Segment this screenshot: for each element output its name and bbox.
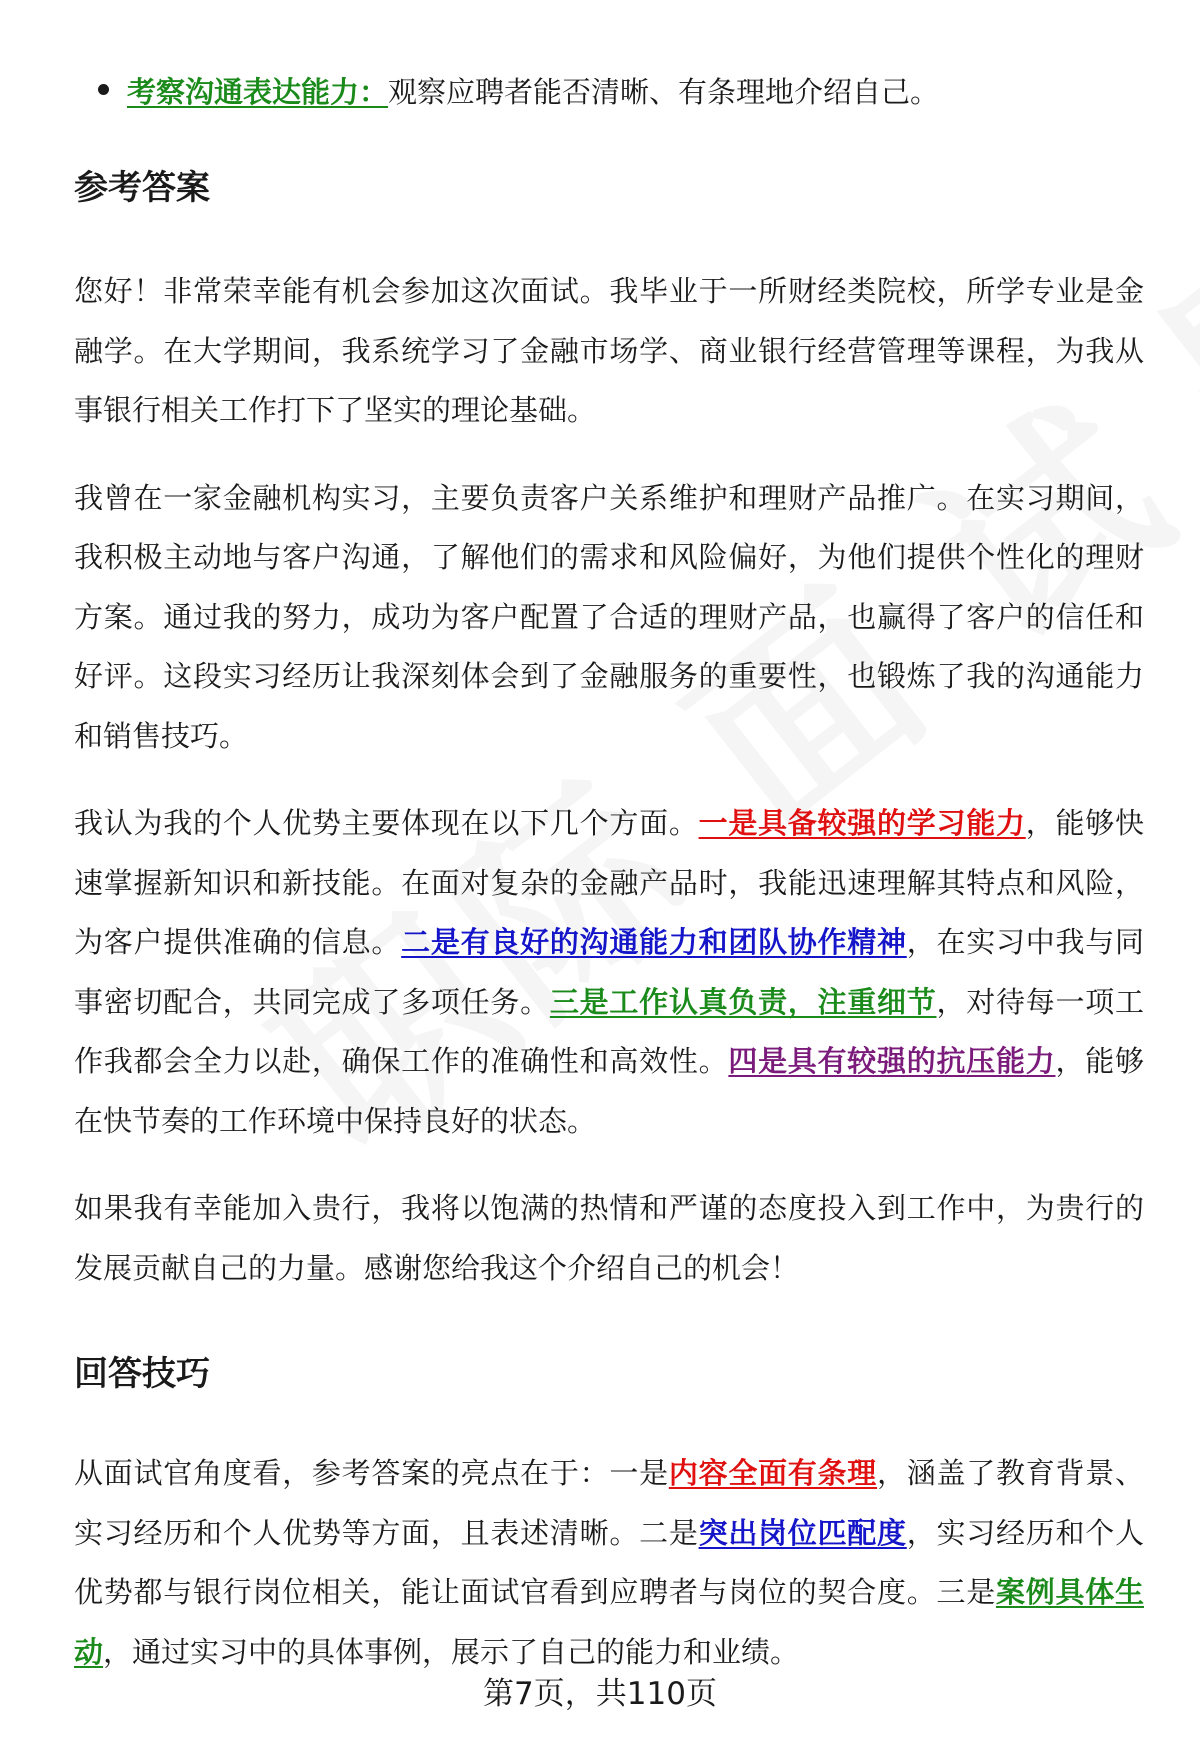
- bullet-item: [98, 64, 1144, 120]
- highlight-green: 三是工作认真负责，注重细节: [549, 984, 937, 1019]
- tips-paragraph: [74, 1444, 1144, 1682]
- text-span: ，在实习中我与同事密切配合，共同完成了多项任务。: [74, 925, 1144, 1019]
- section-heading-tips: 回答技巧: [74, 1354, 210, 1394]
- bullet-label: 考察沟通表达能力：: [127, 75, 389, 109]
- text-span: ，对待每一项工作我都会全力以赴，确保工作的准确性和高效性。: [74, 984, 1144, 1078]
- reference-paragraph-4: 如果我有幸能加入贵行，我将以饱满的热情和严谨的态度投入到工作中，为贵行的发展贡献自己的力量。感谢您给我这个介绍自己的机会！: [74, 1191, 1144, 1285]
- highlight-red: 内容全面有条理: [668, 1456, 878, 1490]
- text-span: ，涵盖了教育背景、实习经历和个人优势等方面，且表述清晰。二是: [74, 1456, 1144, 1550]
- reference-paragraph-3: [74, 794, 1144, 1151]
- page-number: 第7页，共110页: [483, 1676, 717, 1712]
- highlight-blue: 突出岗位匹配度: [698, 1515, 907, 1550]
- text-span: ，能够快速掌握新知识和新技能。在面对复杂的金融产品时，我能迅速理解其特点和风险，为客户提供准确的信息。: [74, 806, 1144, 959]
- reference-paragraph-1: 您好！非常荣幸能有机会参加这次面试。我毕业于一所财经类院校，所学专业是金融学。在大学期间，我系统学习了金融市场学、商业银行经营管理等课程，为我从事银行相关工作打下了坚实的理论基础。: [74, 274, 1144, 427]
- text-span: 从面试官角度看，参考答案的亮点在于：一是: [74, 1456, 669, 1490]
- highlight-red: 一是具备较强的学习能力: [698, 806, 1026, 840]
- bullet-dot-icon: [98, 84, 109, 95]
- bullet-description: 观察应聘者能否清晰、有条理地介绍自己。: [388, 75, 940, 109]
- highlight-purple: 四是具有较强的抗压能力: [728, 1044, 1056, 1078]
- section-heading-reference: 参考答案: [74, 168, 210, 208]
- text-span: ，通过实习中的具体事例，展示了自己的能力和业绩。: [103, 1634, 800, 1669]
- text-span: 我认为我的个人优势主要体现在以下几个方面。: [74, 806, 699, 840]
- text-span: ，能够在快节奏的工作环境中保持良好的状态。: [74, 1044, 1144, 1138]
- highlight-green: 案例具体生动: [74, 1575, 1144, 1669]
- page-content: [74, 64, 1144, 1682]
- text-span: ，实习经历和个人优势都与银行岗位相关，能让面试官看到应聘者与岗位的契合度。三是: [74, 1515, 1144, 1609]
- highlight-blue: 二是有良好的沟通能力和团队协作精神: [401, 925, 907, 959]
- bullet-text: [127, 64, 939, 120]
- reference-paragraph-2: 我曾在一家金融机构实习，主要负责客户关系维护和理财产品推广。在实习期间，我积极主动地与客户沟通，了解他们的需求和风险偏好，为他们提供个性化的理财方案。通过我的努力，成功为客户配置了合适的理财产品，也赢得了客户的信任和好评。这段实习经历让我深刻体会到了金融服务的重要性，也锻炼了我的沟通能力和销售技巧。: [74, 480, 1144, 753]
